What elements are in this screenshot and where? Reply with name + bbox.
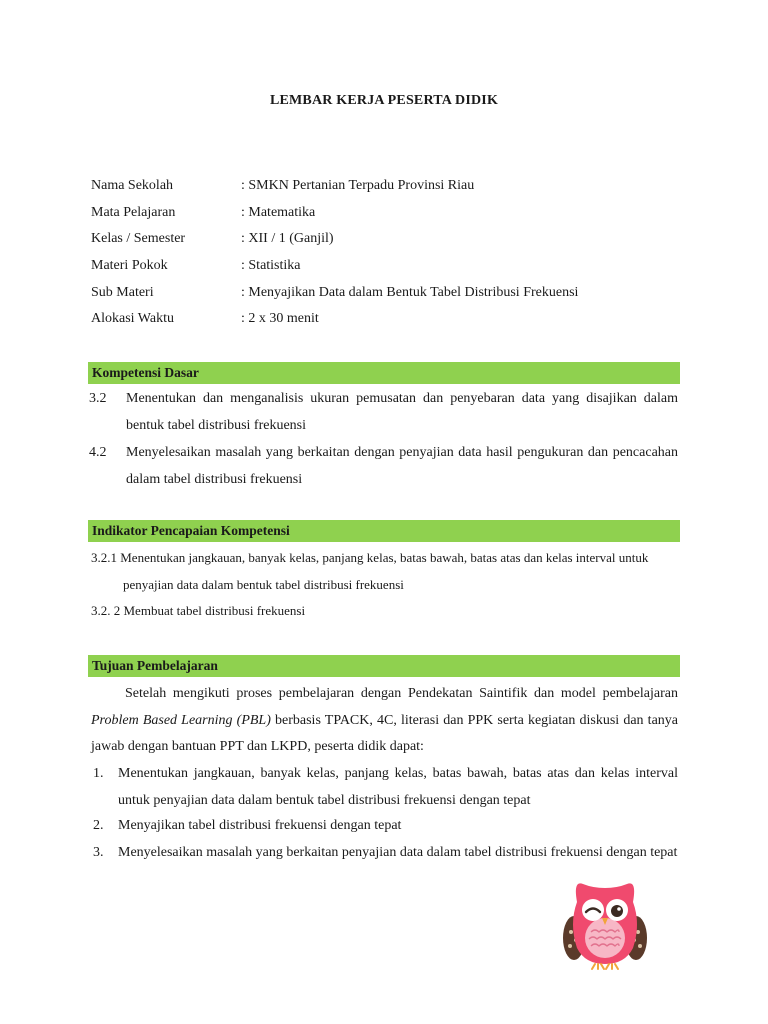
- kd-text: Menentukan dan menganalisis ukuran pemusatan dan penyebaran data yang disajikan dalam bentuk tabel distribusi frekuensi: [126, 391, 678, 433]
- indikator-item: [91, 598, 679, 625]
- kd-number: 3.2: [89, 391, 107, 406]
- tujuan-number: 3.: [93, 845, 104, 860]
- identity-row: [91, 283, 578, 310]
- tujuan-intro-text: berbasis TPACK, 4C, literasi dan PPK serta kegiatan diskusi dan tanya jawab dengan bantuan PPT dan LKPD, peserta didik dapat:: [91, 712, 678, 754]
- tujuan-text: Menyajikan tabel distribusi frekuensi dengan tepat: [118, 818, 402, 833]
- tujuan-heading: Tujuan Pembelajaran: [88, 655, 680, 677]
- kd-item: [89, 386, 678, 439]
- identity-label: Materi Pokok: [91, 258, 168, 274]
- indikator-text: 3.2. 2 Membuat tabel distribusi frekuensi: [91, 603, 306, 618]
- identity-row: [91, 176, 578, 203]
- identity-value: : SMKN Pertanian Terpadu Provinsi Riau: [241, 178, 475, 193]
- identity-row: [91, 309, 578, 336]
- tujuan-item: [93, 813, 678, 840]
- identity-label: Sub Materi: [91, 284, 154, 300]
- identity-table: [91, 176, 578, 336]
- identity-row: [91, 256, 578, 283]
- indikator-heading: Indikator Pencapaian Kompetensi: [88, 520, 680, 542]
- kd-item: [89, 440, 678, 493]
- tujuan-number: 2.: [93, 818, 104, 833]
- tujuan-intro: [91, 681, 678, 761]
- tujuan-intro-text: Setelah mengikuti proses pembelajaran dengan Pendekatan Saintifik dan model pembelajaran: [125, 686, 678, 701]
- identity-value: : XII / 1 (Ganjil): [241, 231, 334, 247]
- kd-number: 4.2: [89, 445, 107, 460]
- identity-label: Mata Pelajaran: [91, 204, 176, 220]
- tujuan-number: 1.: [93, 766, 104, 781]
- tujuan-text: Menentukan jangkauan, banyak kelas, panjang kelas, batas bawah, batas atas dan kelas interval untuk penyajian data dalam bentuk tabel distribusi frekuensi dengan tepat: [118, 766, 678, 808]
- identity-row: [91, 229, 578, 256]
- tujuan-text: Menyelesaikan masalah yang berkaitan penyajian data dalam tabel distribusi frekuensi dengan tepat: [118, 845, 678, 860]
- tujuan-intro-model: Problem Based Learning (PBL): [91, 712, 271, 728]
- identity-label: Nama Sekolah: [91, 178, 174, 193]
- indikator-item: [91, 545, 679, 598]
- identity-label: Alokasi Waktu: [91, 311, 174, 327]
- identity-row: [91, 203, 578, 230]
- identity-label: Kelas / Semester: [91, 231, 186, 247]
- identity-value: : Matematika: [241, 204, 316, 220]
- identity-value: : Statistika: [241, 258, 301, 274]
- tujuan-item: [93, 840, 678, 867]
- owl-icon: [549, 874, 661, 979]
- kompetensi-dasar-heading: Kompetensi Dasar: [88, 362, 680, 384]
- kd-text: Menyelesaikan masalah yang berkaitan dengan penyajian data hasil pengukuran dan pencacahan dalam tabel distribusi frekuensi: [126, 445, 678, 487]
- identity-value: : Menyajikan Data dalam Bentuk Tabel Distribusi Frekuensi: [241, 284, 579, 300]
- page-title: LEMBAR KERJA PESERTA DIDIK: [269, 93, 499, 108]
- identity-value: : 2 x 30 menit: [241, 311, 319, 327]
- tujuan-item: [93, 761, 678, 814]
- indikator-text: 3.2.1 Menentukan jangkauan, banyak kelas, panjang kelas, batas bawah, batas atas dan kelas interval untuk penyajian data dalam bentuk tabel distribusi frekuensi: [91, 550, 649, 592]
